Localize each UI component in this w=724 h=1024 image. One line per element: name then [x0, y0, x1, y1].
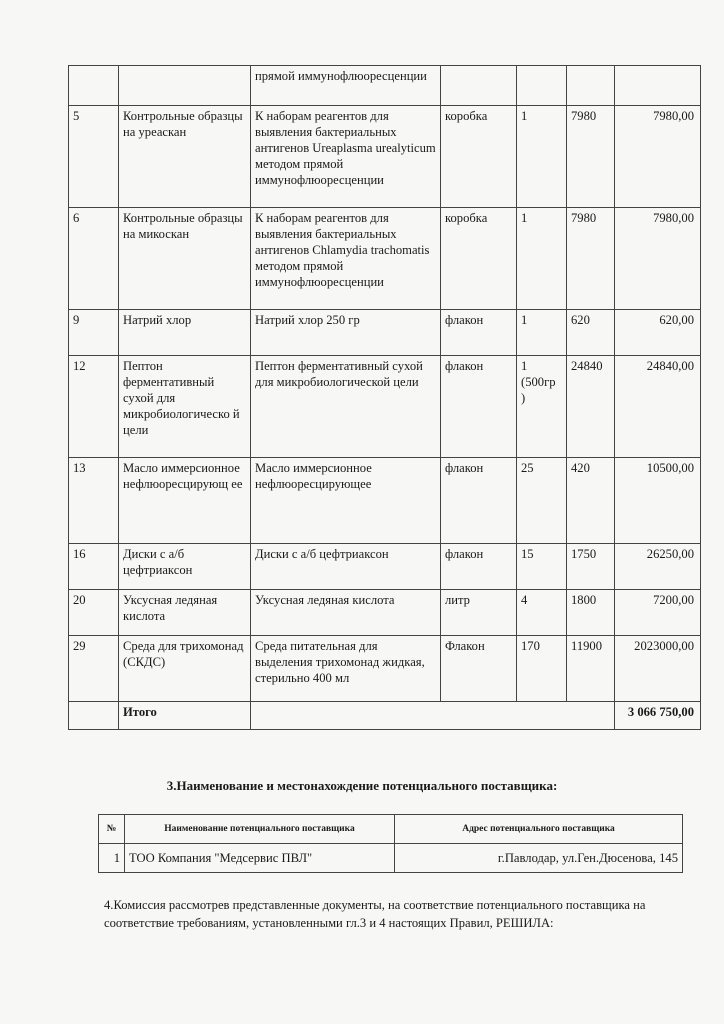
item-quantity: 4: [517, 590, 567, 636]
section-3-heading: 3.Наименование и местонахождение потенциального поставщика:: [166, 778, 558, 793]
item-num: 12: [69, 356, 119, 458]
table-row: [69, 208, 701, 310]
total-empty-cell: [69, 702, 119, 730]
item-quantity: [517, 66, 567, 106]
item-quantity: 1: [517, 208, 567, 310]
item-unit: литр: [441, 590, 517, 636]
item-description: К наборам реагентов для выявления бактериальных антигенов Chlamydia trachomatis методом прямой иммунофлюоресценции: [251, 208, 441, 310]
item-name: Пептон ферментативный сухой для микробиологическо й цели: [119, 356, 251, 458]
item-unit: флакон: [441, 458, 517, 544]
item-price: 11900: [567, 636, 615, 702]
item-sum: 7200,00: [615, 590, 701, 636]
item-sum: 7980,00: [615, 106, 701, 208]
item-num: 20: [69, 590, 119, 636]
item-sum: [615, 66, 701, 106]
items-table: [68, 65, 701, 730]
item-name: Уксусная ледяная кислота: [119, 590, 251, 636]
total-label: Итого: [119, 702, 251, 730]
item-name: Контрольные образцы на уреаскан: [119, 106, 251, 208]
item-unit: Флакон: [441, 636, 517, 702]
supplier-address: г.Павлодар, ул.Ген.Дюсенова, 145: [395, 844, 683, 873]
item-sum: 2023000,00: [615, 636, 701, 702]
item-num: 16: [69, 544, 119, 590]
supplier-table-header: [99, 815, 683, 844]
item-description: Масло иммерсионное нефлюоресцирующее: [251, 458, 441, 544]
item-sum: 26250,00: [615, 544, 701, 590]
total-row: [69, 702, 701, 730]
item-quantity: 1 (500гр ): [517, 356, 567, 458]
item-description: Пептон ферментативный сухой для микробиологической цели: [251, 356, 441, 458]
item-price: 1750: [567, 544, 615, 590]
supplier-table: [98, 814, 683, 873]
item-num: 5: [69, 106, 119, 208]
table-row: [69, 310, 701, 356]
item-description: Натрий хлор 250 гр: [251, 310, 441, 356]
table-row: [69, 590, 701, 636]
header-num: №: [99, 815, 125, 844]
item-sum: 10500,00: [615, 458, 701, 544]
item-name: Среда для трихомонад (СКДС): [119, 636, 251, 702]
item-price: 620: [567, 310, 615, 356]
item-quantity: 170: [517, 636, 567, 702]
item-unit: [441, 66, 517, 106]
item-price: 7980: [567, 208, 615, 310]
table-row: [69, 544, 701, 590]
item-description: Среда питательная для выделения трихомонад жидкая, стерильно 400 мл: [251, 636, 441, 702]
supplier-num: 1: [99, 844, 125, 873]
item-description: прямой иммунофлюоресценции: [251, 66, 441, 106]
item-unit: флакон: [441, 310, 517, 356]
header-supplier-address: Адрес потенциального поставщика: [395, 815, 683, 844]
table-row: [69, 106, 701, 208]
item-name: Масло иммерсионное нефлюоресцирующ ее: [119, 458, 251, 544]
item-num: 29: [69, 636, 119, 702]
item-name: Натрий хлор: [119, 310, 251, 356]
item-name: Диски с а/б цефтриаксон: [119, 544, 251, 590]
item-sum: 7980,00: [615, 208, 701, 310]
table-row: [69, 636, 701, 702]
item-num: 9: [69, 310, 119, 356]
item-unit: флакон: [441, 544, 517, 590]
item-unit: коробка: [441, 106, 517, 208]
item-description: Диски с а/б цефтриаксон: [251, 544, 441, 590]
item-sum: 24840,00: [615, 356, 701, 458]
total-sum: 3 066 750,00: [615, 702, 701, 730]
item-sum: 620,00: [615, 310, 701, 356]
item-price: 24840: [567, 356, 615, 458]
table-row: [69, 66, 701, 106]
item-quantity: 1: [517, 310, 567, 356]
item-price: 1800: [567, 590, 615, 636]
item-price: 420: [567, 458, 615, 544]
table-row: [69, 458, 701, 544]
item-price: [567, 66, 615, 106]
table-row: [69, 356, 701, 458]
item-name: Контрольные образцы на микоскан: [119, 208, 251, 310]
item-num: 6: [69, 208, 119, 310]
header-supplier-name: Наименование потенциального поставщика: [125, 815, 395, 844]
total-empty-span: [251, 702, 615, 730]
item-name: [119, 66, 251, 106]
supplier-name: ТОО Компания "Медсервис ПВЛ": [125, 844, 395, 873]
item-num: 13: [69, 458, 119, 544]
item-description: К наборам реагентов для выявления бактериальных антигенов Ureaplasma urealyticum методом прямой иммунофлюоресценции: [251, 106, 441, 208]
item-num: [69, 66, 119, 106]
section-4-paragraph: 4.Комиссия рассмотрев представленные документы, на соответствие потенциального поставщика на соответствие требованиям, установленными гл.3 и 4 настоящих Правил, РЕШИЛА:: [104, 898, 646, 930]
item-unit: коробка: [441, 208, 517, 310]
item-unit: флакон: [441, 356, 517, 458]
item-price: 7980: [567, 106, 615, 208]
item-description: Уксусная ледяная кислота: [251, 590, 441, 636]
supplier-row: [99, 844, 683, 873]
item-quantity: 1: [517, 106, 567, 208]
item-quantity: 15: [517, 544, 567, 590]
item-quantity: 25: [517, 458, 567, 544]
